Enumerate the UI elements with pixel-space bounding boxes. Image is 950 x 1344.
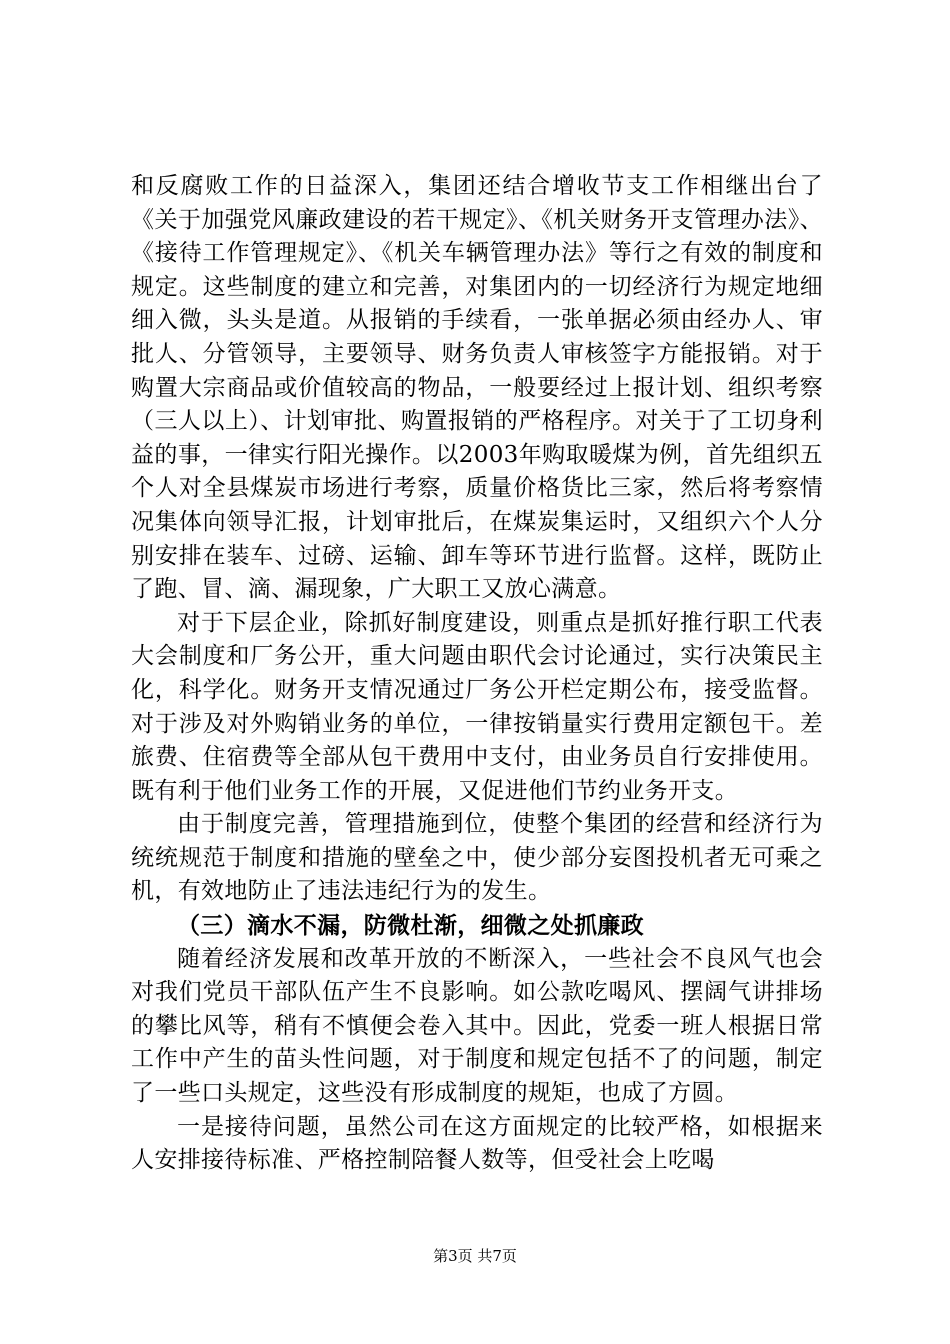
section-heading: （三）滴水不漏，防微杜渐，细微之处抓廉政 (177, 912, 644, 940)
document-body (131, 170, 823, 1178)
paragraph-social-influence: 随着经济发展和改革开放的不断深入，一些社会不良风气也会对我们党员干部队伍产生不良影响。如公款吃喝风、摆阔气讲排场的攀比风等，稍有不慎便会卷入其中。因此，党委一班人根据日常工作中产生的苗头性问题，对于制度和规定包括不了的问题，制定了一些口头规定，这些没有形成制度的规矩，也成了方圆。 (131, 945, 823, 1107)
page-number-footer: 第3页 共7页 (433, 1247, 517, 1265)
paragraph-system-improvement: 由于制度完善，管理措施到位，使整个集团的经营和经济行为统统规范于制度和措施的壁垒之中，使少部分妄图投机者无可乘之机，有效地防止了违法违纪行为的发生。 (131, 811, 823, 905)
paragraph-lower-enterprises: 对于下层企业，除抓好制度建设，则重点是抓好推行职工代表大会制度和厂务公开，重大问题由职代会讨论通过，实行决策民主化，科学化。财务开支情况通过厂务公开栏定期公布，接受监督。对于涉及对外购销业务的单位，一律按销量实行费用定额包干。差旅费、住宿费等全部从包干费用中支付，由业务员自行安排使用。既有利于他们业务工作的开展，又促进他们节约业务开支。 (131, 609, 823, 804)
paragraph-continuation: 和反腐败工作的日益深入，集团还结合增收节支工作相继出台了《关于加强党风廉政建设的若干规定》、《机关财务开支管理办法》、《接待工作管理规定》、《机关车辆管理办法》等行之有效的制度和规定。这些制度的建立和完善，对集团内的一切经济行为规定地细细入微，头头是道。从报销的手续看，一张单据必须由经办人、审批人、分管领导，主要领导、财务负责人审核签字方能报销。对于购置大宗商品或价值较高的物品，一般要经过上报计划、组织考察（三人以上）、计划审批、购置报销的严格程序。对关于了工切身利益的事，一律实行阳光操作。以2003年购取暖煤为例，首先组织五个人对全县煤炭市场进行考察，质量价格货比三家，然后将考察情况集体向领导汇报，计划审批后，在煤炭集运时，又组织六个人分别安排在装车、过磅、运输、卸车等环节进行监督。这样，既防止了跑、冒、滴、漏现象，广大职工又放心满意。 (131, 173, 823, 603)
paragraph-reception-issue: 一是接待问题，虽然公司在这方面规定的比较严格，如根据来人安排接待标准、严格控制陪餐人数等，但受社会上吃喝 (131, 1113, 823, 1174)
